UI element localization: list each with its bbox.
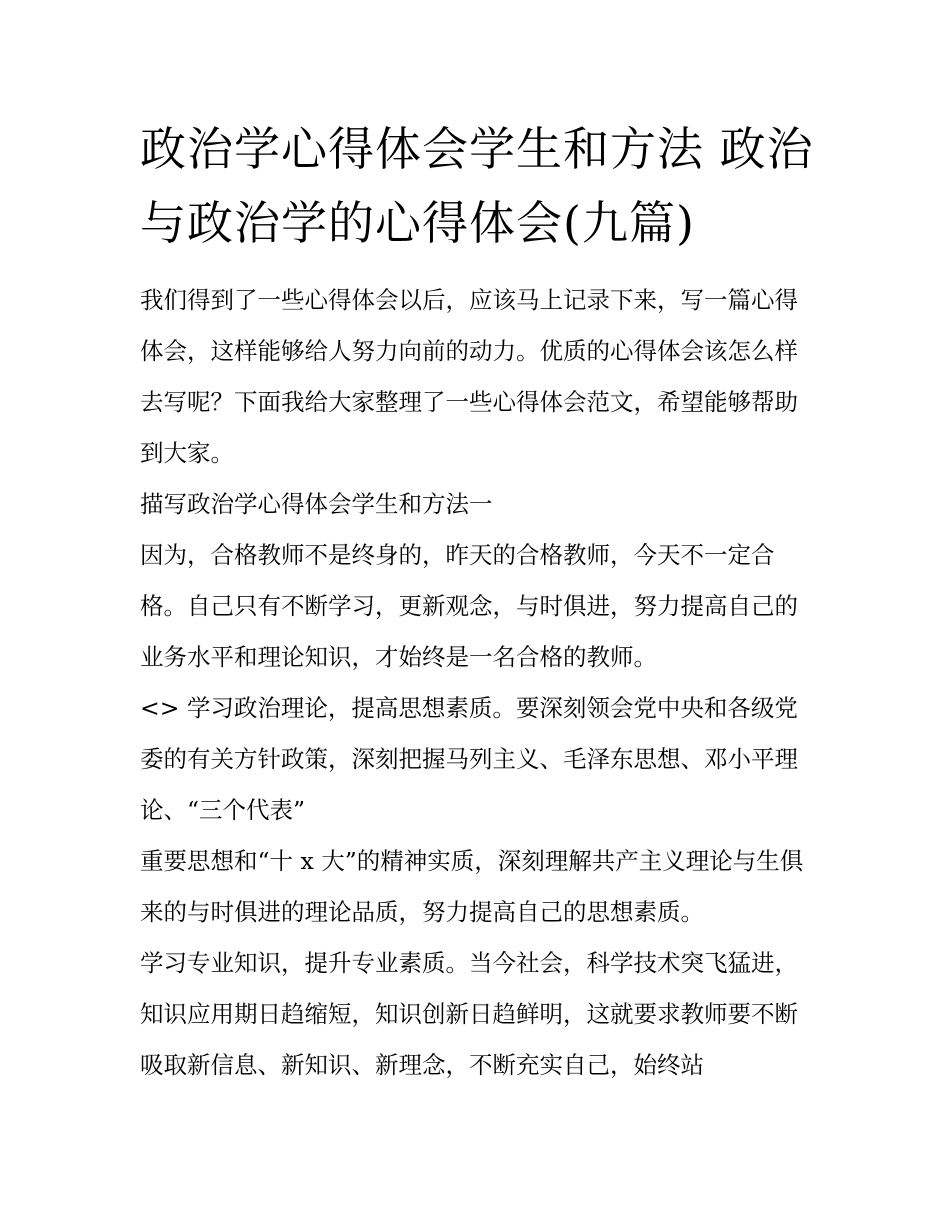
paragraph: 重要思想和“十 x 大”的精神实质，深刻理解共产主义理论与生俱来的与时俱进的理论品质，努力提高自己的思想素质。	[140, 847, 804, 926]
paragraph: <> 学习政治理论，提高思想素质。要深刻领会党中央和各级党委的有关方针政策，深刻把握马列主义、毛泽东思想、邓小平理论、“三个代表”	[140, 694, 798, 824]
paragraph: 因为，合格教师不是终身的，昨天的合格教师，今天不一定合格。自己只有不断学习，更新观念，与时俱进，努力提高自己的业务水平和理论知识，才始终是一名合格的教师。	[140, 541, 798, 671]
document-body	[140, 275, 820, 1091]
paragraph: 学习专业知识，提升专业素质。当今社会，科学技术突飞猛进，知识应用期日趋缩短，知识创新日趋鲜明，这就要求教师要不断吸取新信息、新知识、新理念，不断充实自己，始终站	[140, 949, 798, 1079]
paragraph-intro: 我们得到了一些心得体会以后，应该马上记录下来，写一篇心得体会，这样能够给人努力向前的动力。优质的心得体会该怎么样去写呢？下面我给大家整理了一些心得体会范文，希望能够帮助到大家。	[140, 286, 798, 467]
section-heading: 描写政治学心得体会学生和方法一	[140, 490, 493, 518]
document-title: 政治学心得体会学生和方法 政治与政治学的心得体会(九篇)	[140, 122, 814, 250]
